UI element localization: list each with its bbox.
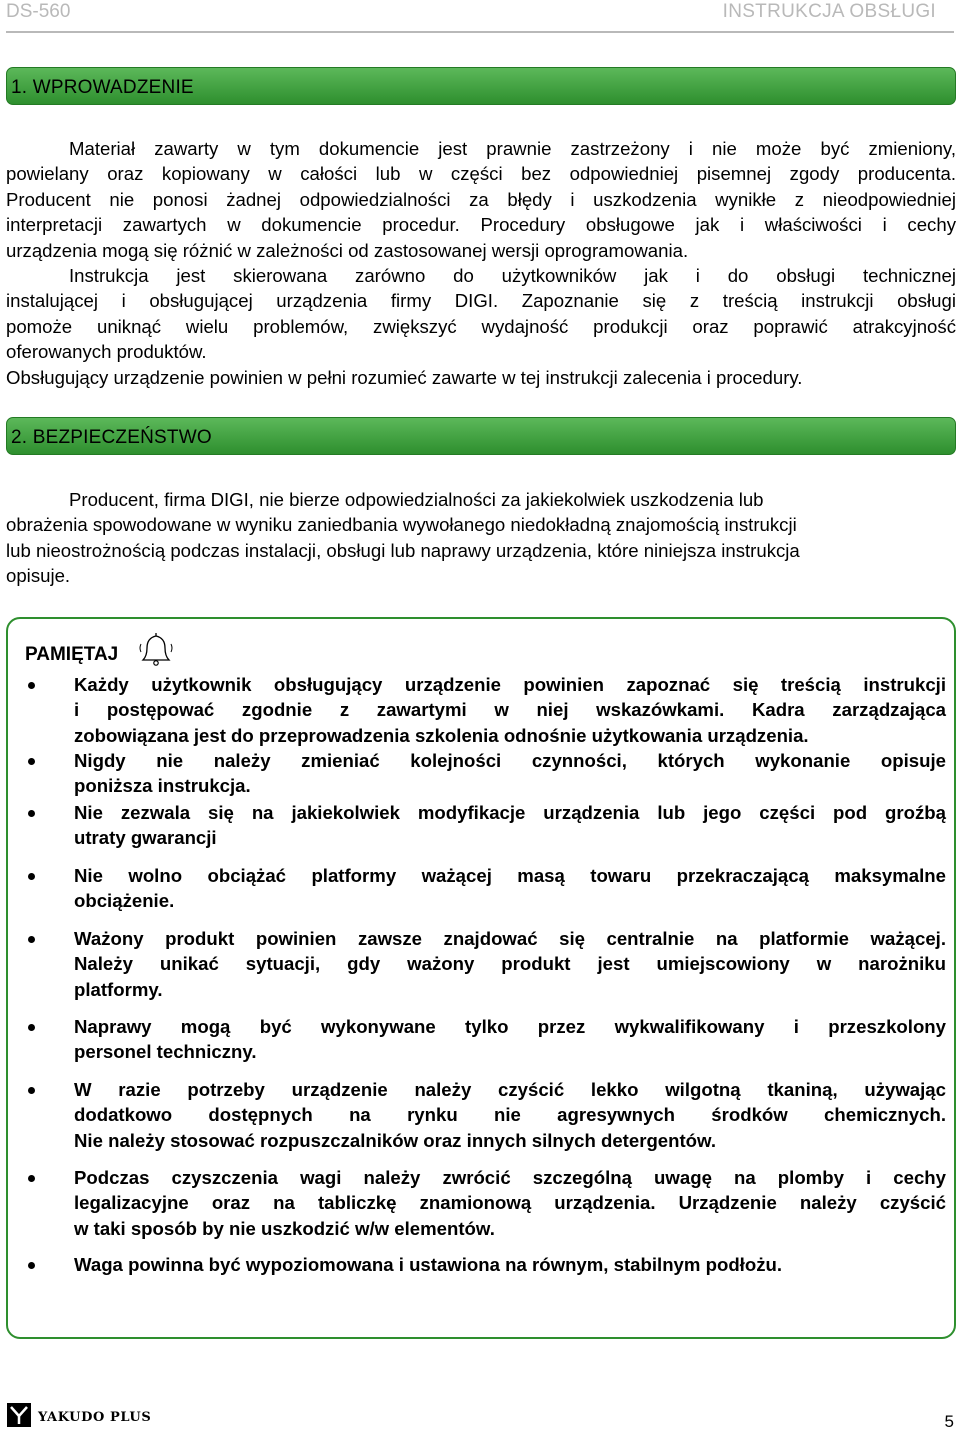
bullet-dot: [28, 1087, 35, 1094]
bullet-dot: [28, 936, 35, 943]
page-header: [0, 0, 960, 30]
section-2-paragraph: [6, 487, 956, 589]
logo-text: YAKUDO PLUS: [38, 1410, 152, 1425]
bell-icon: [137, 630, 175, 668]
paragraph-line: powielany oraz kopiowany w całości lub w części bez odpowiedniej pisemnej zgody producenta.: [6, 163, 956, 185]
section-2-title: 2. BEZPIECZEŃSTWO: [11, 427, 212, 448]
paragraph-line: interpretacji zawartych w dokumencie procedur. Procedury obsługowe jak i właściwości i cechy: [6, 214, 956, 236]
page-number: 5: [944, 1412, 954, 1431]
paragraph-line: urządzenia mogą się różnić w zależności od zastosowanej wersji oprogramowania.: [6, 239, 689, 261]
paragraph-line: oferowanych produktów.: [6, 341, 207, 363]
bullet-dot: [28, 873, 35, 880]
paragraph-line: lub nieostrożnością podczas instalacji, obsługi lub naprawy urządzenia, które niniejsza instrukcja: [6, 539, 800, 561]
bullet-dot: [28, 682, 35, 689]
bullet-text: Nie zezwala się na jakiekolwiek modyfikacje urządzenia lub jego części pod groźbą utraty gwarancji: [74, 802, 946, 849]
bullet-text: Każdy użytkownik obsługujący urządzenie powinien zapoznać się treścią instrukcji i postępować zgodnie z zawartymi w niej wskazówkami. Kadra zarządzająca zobowiązana jest do przeprowadzenia szkolenia odnośnie użytkowania urządzenia.: [74, 674, 946, 746]
yakudo-logo-icon: [6, 1402, 32, 1428]
paragraph-line: Materiał zawarty w tym dokumencie jest prawnie zastrzeżony i nie może być zmieniony,: [69, 138, 956, 159]
section-2-heading-bar: [6, 417, 956, 455]
warning-box: [6, 617, 956, 1339]
bullet-dot: [28, 810, 35, 817]
header-rule: [6, 31, 954, 33]
bullet-text: Ważony produkt powinien zawsze znajdować się centralnie na platformie ważącej. Należy unikać sytuacji, gdy ważony produkt jest umiejscowiony w narożniku platformy.: [74, 928, 946, 1000]
paragraph-line: pomoże uniknąć wielu problemów, zwiększyć wydajność produkcji oraz poprawić atrakcyjność: [6, 315, 956, 337]
paragraph-line: opisuje.: [6, 565, 71, 587]
paragraph-line: Producent, firma DIGI, nie bierze odpowiedzialności za jakiekolwiek uszkodzenia lub: [69, 489, 764, 510]
bullet-text: W razie potrzeby urządzenie należy czyścić lekko wilgotną tkaniną, używając dodatkowo dostępnych na rynku nie agresywnych środków chemicznych. Nie należy stosować rozpuszczalników oraz innych silnych detergentów.: [74, 1079, 946, 1151]
header-doc-title: INSTRUKCJA OBSŁUGI: [722, 1, 936, 22]
bullet-text: Naprawy mogą być wykonywane tylko przez wykwalifikowany i przeszkolony personel techniczny.: [74, 1016, 946, 1063]
bullet-text: Nigdy nie należy zmieniać kolejności czynności, których wykonanie opisuje poniższa instrukcja.: [74, 750, 946, 797]
section-1-heading-bar: [6, 67, 956, 105]
paragraph-line: Instrukcja jest skierowana zarówno do użytkowników jak i do obsługi technicznej: [69, 265, 956, 287]
paragraph-line: instalującej i obsługującej urządzenia firmy DIGI. Zapoznanie się z treścią instrukcji obsługi: [6, 290, 956, 312]
bullet-dot: [28, 1262, 35, 1269]
paragraph-line: Producent nie ponosi żadnej odpowiedzialności za błędy i uszkodzenia wynikłe z nieodpowiedniej: [6, 188, 956, 210]
company-logo: [6, 1400, 166, 1430]
bullet-dot: [28, 1175, 35, 1182]
bullet-text: Nie wolno obciążać platformy ważącej masą towaru przekraczającą maksymalne obciążenie.: [74, 865, 946, 912]
paragraph-line: Obsługujący urządzenie powinien w pełni rozumieć zawarte w tej instrukcji zalecenia i procedury.: [6, 366, 803, 388]
section-1-paragraph: [6, 136, 956, 390]
bullet-dot: [28, 758, 35, 765]
bullet-text: Waga powinna być wypoziomowana i ustawiona na równym, stabilnym podłożu.: [74, 1254, 783, 1275]
section-1-title: 1. WPROWADZENIE: [11, 77, 194, 98]
bullet-dot: [28, 1024, 35, 1031]
header-model: DS-560: [6, 1, 71, 22]
paragraph-line: obrażenia spowodowane w wyniku zaniedbania wywołanego niedokładną znajomością instrukcji: [6, 514, 797, 536]
warning-title: PAMIĘTAJ: [25, 644, 119, 665]
bullet-text: Podczas czyszczenia wagi należy zwrócić szczególną uwagę na plomby i cechy legalizacyjne oraz na tabliczkę znamionową urządzenia. Urządzenie należy czyścić w taki sposób by nie uszkodzić w/w elementów.: [74, 1167, 946, 1239]
